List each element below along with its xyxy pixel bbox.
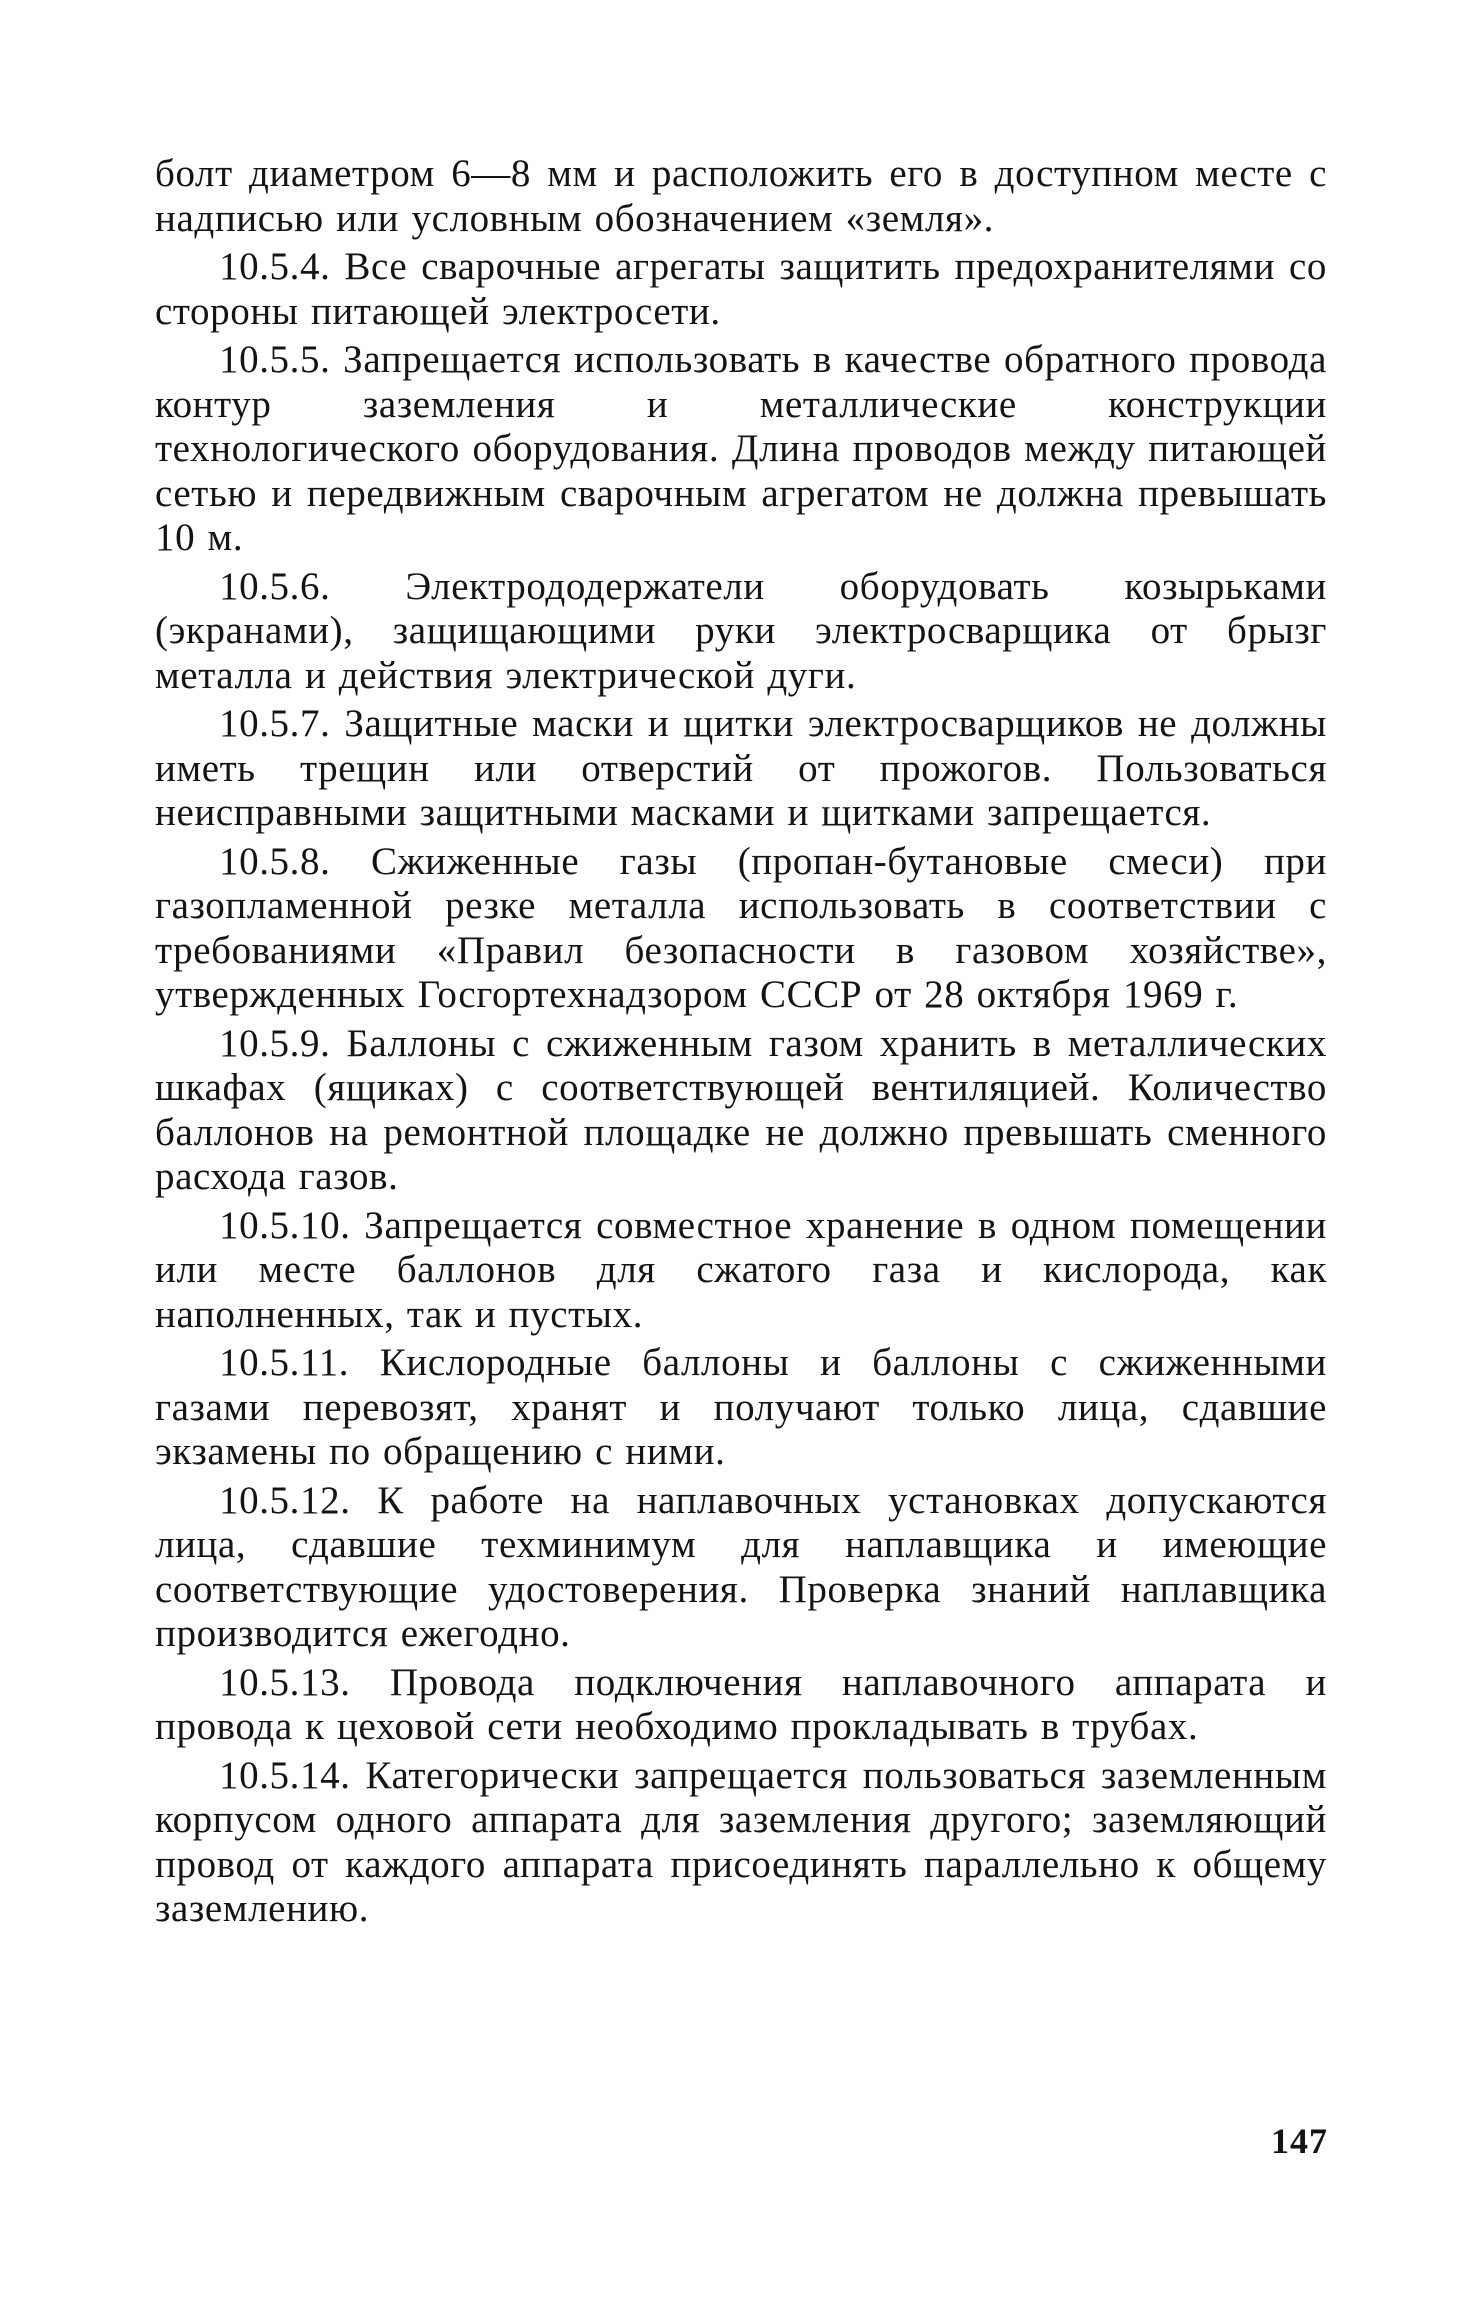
paragraph-10-5-10: 10.5.10. Запрещается совместное хранение в одном помещении или месте баллонов для сжатого газа и кислорода, как наполненных, так и пустых. [155,1203,1327,1336]
paragraph-10-5-4: 10.5.4. Все сварочные агрегаты защитить предохранителями со стороны питающей электросети. [155,245,1327,333]
paragraph-10-5-12: 10.5.12. К работе на наплавочных установках допускаются лица, сдавшие техминимум для наплавщика и имеющие соответствующие удостоверения. Проверка знаний наплавщика производится ежегодно. [155,1478,1327,1655]
paragraph-continuation: болт диаметром 6—8 мм и расположить его в доступном месте с надписью или условным обозначением «земля». [155,152,1327,240]
paragraph-10-5-5: 10.5.5. Запрещается использовать в качестве обратного провода контур заземления и металлические конструкции технологического оборудования. Длина проводов между питающей сетью и передвижным сварочным агрегатом не должна превышать 10 м. [155,338,1327,559]
paragraph-10-5-8: 10.5.8. Сжиженные газы (пропан-бутановые смеси) при газопламенной резке металла использовать в соответствии с требованиями «Правил безопасности в газовом хозяйстве», утвержденных Госгортехнадзором СССР от 28 октября 1969 г. [155,839,1327,1016]
page-number: 147 [1271,2121,1328,2161]
paragraph-10-5-14: 10.5.14. Категорически запрещается пользоваться заземленным корпусом одного аппарата для заземления другого; заземляющий провод от каждого аппарата присоединять параллельно к общему заземлению. [155,1753,1327,1930]
paragraph-10-5-6: 10.5.6. Электрододержатели оборудовать козырьками (экранами), защищающими руки электросварщика от брызг металла и действия электрической дуги. [155,564,1327,697]
paragraph-10-5-13: 10.5.13. Провода подключения наплавочного аппарата и провода к цеховой сети необходимо прокладывать в трубах. [155,1660,1327,1748]
page-body [155,152,1327,1936]
paragraph-10-5-11: 10.5.11. Кислородные баллоны и баллоны с сжиженными газами перевозят, хранят и получают только лица, сдавшие экзамены по обращению с ними. [155,1341,1327,1473]
paragraph-10-5-7: 10.5.7. Защитные маски и щитки электросварщиков не должны иметь трещин или отверстий от прожогов. Пользоваться неисправными защитными масками и щитками запрещается. [155,702,1327,834]
paragraph-10-5-9: 10.5.9. Баллоны с сжиженным газом хранить в металлических шкафах (ящиках) с соответствующей вентиляцией. Количество баллонов на ремонтной площадке не должно превышать сменного расхода газов. [155,1021,1327,1198]
